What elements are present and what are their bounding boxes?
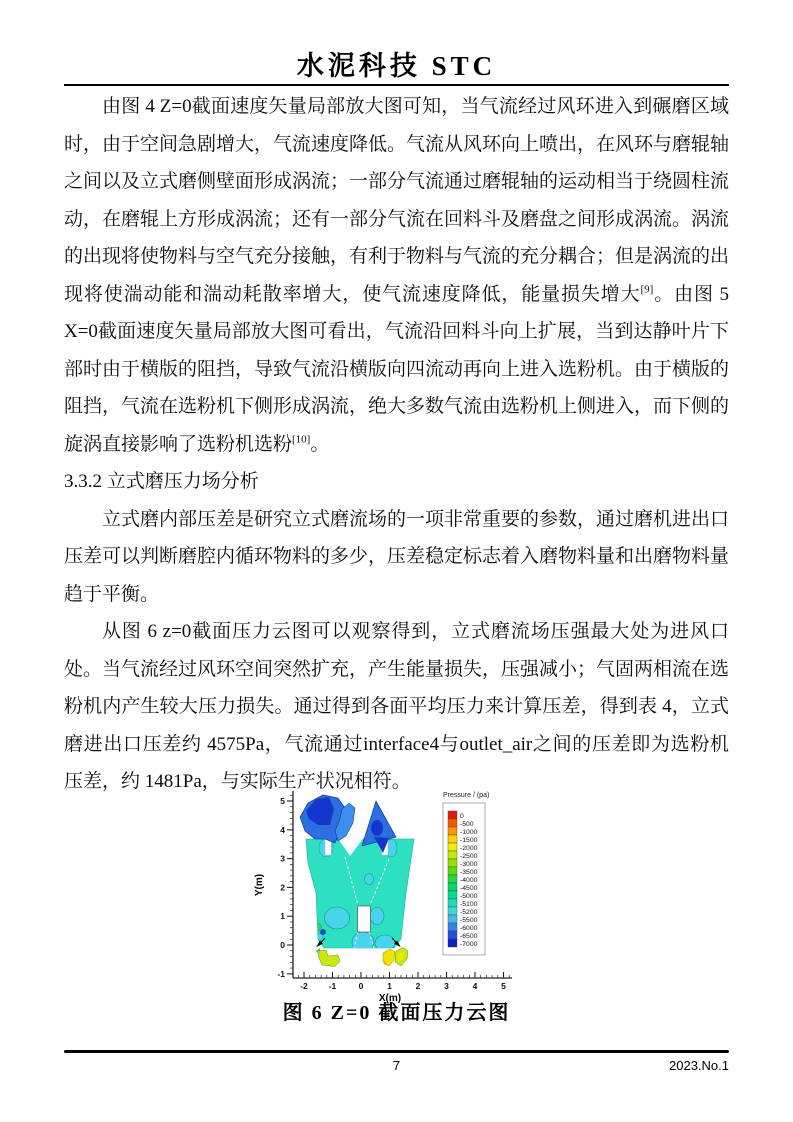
journal-title: 水泥科技 STC <box>296 51 497 81</box>
svg-text:5: 5 <box>501 981 506 991</box>
svg-text:5: 5 <box>280 796 285 806</box>
footer-rule <box>64 1050 729 1053</box>
svg-text:-4000: -4000 <box>460 876 478 884</box>
paragraph-text: 由图 4 Z=0截面速度矢量局部放大图可知，当气流经过风环进入到碾磨区域时，由于空间急剧增大，气流速度降低。气流从风环向上喷出，在风环与磨辊轴之间以及立式磨侧壁面形成涡流；一部分气流通过磨辊轴的运动相当于绕圆柱流动，在磨辊上方形成涡流；还有一部分气流在回料斗及磨盘之间形成涡流。涡流的出现将使物料与空气充分接触，有利于物料与气流的充分耦合；但是涡流的出现将使湍动能和湍动耗散率增大，使气流速度降低，能量损失增大 <box>64 96 730 305</box>
paragraph-pressure-analysis: 从图 6 z=0截面压力云图可以观察得到，立式磨流场压强最大处为进风口处。当气流经过风环空间突然扩充，产生能量损失，压强减小；气固两相流在选粉机内产生较大压力损失。通过得到各面平均压力来计算压差，得到表 4，立式磨进出口压差约 4575Pa，气流通过interface4与outlet_air之间的压差即为选粉机压差，约 1481Pa，与实际生产状况相符。 <box>64 621 730 792</box>
issue-label: 2023.No.1 <box>669 1058 729 1073</box>
svg-text:-5200: -5200 <box>460 908 478 916</box>
svg-text:-6500: -6500 <box>460 932 478 940</box>
svg-text:3: 3 <box>280 853 285 864</box>
svg-text:0: 0 <box>358 981 364 991</box>
contour-inlet-duct-left <box>300 795 355 843</box>
svg-text:-500: -500 <box>460 820 474 828</box>
svg-text:-6000: -6000 <box>460 924 478 932</box>
svg-text:-5500: -5500 <box>460 916 478 924</box>
svg-text:4: 4 <box>280 824 285 835</box>
svg-text:-7000: -7000 <box>460 940 478 948</box>
svg-text:-3000: -3000 <box>460 860 478 868</box>
svg-text:0: 0 <box>280 940 285 950</box>
contour-outlet-right <box>383 948 408 967</box>
figure-caption: 图 6 Z=0 截面压力云图 <box>282 1002 511 1024</box>
citation-9: [9] <box>640 283 654 296</box>
svg-text:2: 2 <box>415 981 421 991</box>
paragraph-text: 。由图 5 X=0截面速度矢量局部放大图可看出，气流沿回料斗向上扩展，当到达静叶片下部时由于横版的阻挡，导致气流沿横版向四流动再向上进入选粉机。由于横版的阻挡，气流在选粉机下侧形成涡流，绝大多数气流由选粉机上侧进入，而下侧的旋涡直接影响了选粉机选粉 <box>64 283 730 455</box>
svg-text:-5000: -5000 <box>460 892 478 900</box>
svg-text:-2500: -2500 <box>460 852 478 860</box>
contour-outlet-left <box>316 949 340 967</box>
figure-6-pressure-contour <box>250 781 550 1026</box>
svg-text:-3500: -3500 <box>460 868 478 876</box>
svg-text:-2000: -2000 <box>460 844 478 852</box>
svg-text:4: 4 <box>472 981 478 991</box>
pressure-contour-plot <box>250 781 550 1026</box>
paragraph-pressure-intro: 立式磨内部压差是研究立式磨流场的一项非常重要的参数，通过磨机进出口压差可以判断磨腔内循环物料的多少，压差稳定标志着入磨物料量和出磨物料量趋于平衡。 <box>64 508 730 605</box>
citation-10: [10] <box>292 433 311 446</box>
section-heading-3-3-2: 3.3.2 立式磨压力场分析 <box>64 471 259 492</box>
svg-text:-5100: -5100 <box>460 900 478 908</box>
svg-text:X(m): X(m) <box>378 993 402 1004</box>
svg-text:0: 0 <box>460 812 464 820</box>
svg-text:-1500: -1500 <box>460 836 478 844</box>
paragraph-text: 。 <box>310 433 330 455</box>
article-body <box>64 88 729 801</box>
svg-text:-1: -1 <box>328 981 337 991</box>
svg-text:Y(m): Y(m) <box>254 873 265 897</box>
svg-text:1: 1 <box>280 911 285 922</box>
svg-text:-1: -1 <box>277 968 285 979</box>
svg-text:3: 3 <box>444 981 449 991</box>
page-number: 7 <box>392 1058 401 1073</box>
svg-text:-2: -2 <box>300 981 308 991</box>
svg-text:Pressure / (pa): Pressure / (pa) <box>443 792 490 799</box>
header-rule <box>64 84 729 86</box>
svg-text:-4500: -4500 <box>460 884 478 892</box>
svg-text:1: 1 <box>387 981 392 991</box>
svg-text:-1000: -1000 <box>460 828 478 836</box>
paragraph-velocity-field <box>64 88 729 463</box>
svg-text:2: 2 <box>280 882 285 893</box>
